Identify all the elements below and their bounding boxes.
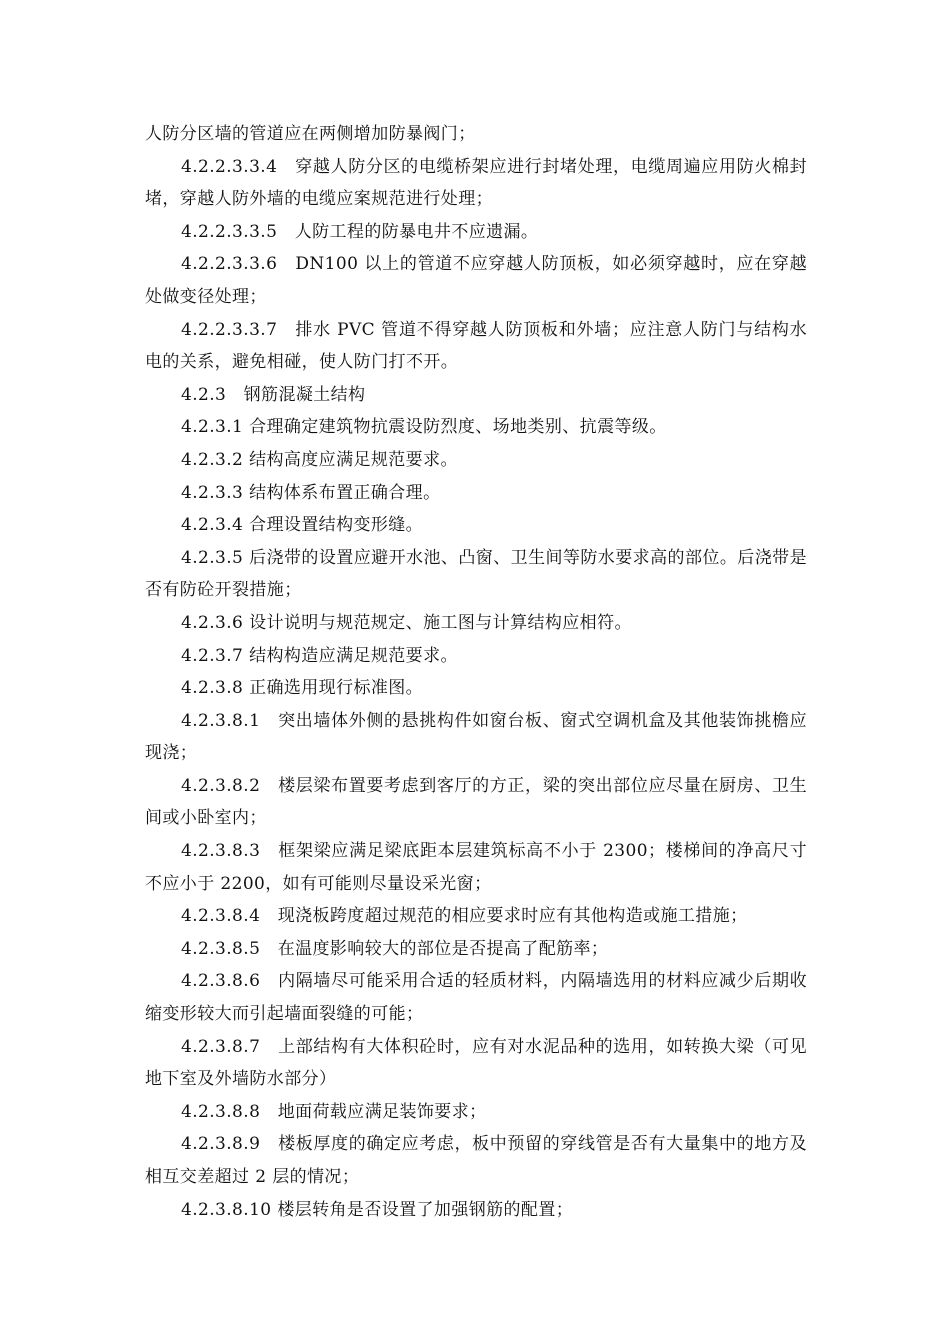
document-body bbox=[145, 118, 807, 1226]
paragraph-4-2-3-8-1: 4.2.3.8.1 突出墙体外侧的悬挑构件如窗台板、窗式空调机盒及其他装饰挑檐应现浇； bbox=[145, 710, 807, 764]
paragraph-4-2-3-8-10: 4.2.3.8.10 楼层转角是否设置了加强钢筋的配置； bbox=[181, 1199, 574, 1220]
paragraph-4-2-3-8-6: 4.2.3.8.6 内隔墙尽可能采用合适的轻质材料，内隔墙选用的材料应减少后期收缩变形较大而引起墙面裂缝的可能； bbox=[145, 971, 807, 1025]
paragraph-4-2-3-8-3: 4.2.3.8.3 框架梁应满足梁底距本层建筑标高不小于 2300；楼梯间的净高尺寸不应小于 2200，如有可能则尽量设采光窗； bbox=[145, 841, 807, 894]
paragraph-4-2-3-3: 4.2.3.3 结构体系布置正确合理。 bbox=[181, 482, 441, 503]
paragraph-4-2-2-3-3-7: 4.2.2.3.3.7 排水 PVC 管道不得穿越人防顶板和外墙；应注意人防门与结构水电的关系，避免相碰，使人防门打不开。 bbox=[145, 319, 807, 373]
paragraph-4-2-3-1: 4.2.3.1 合理确定建筑物抗震设防烈度、场地类别、抗震等级。 bbox=[181, 417, 667, 438]
paragraph-4-2-3-5: 4.2.3.5 后浇带的设置应避开水池、凸窗、卫生间等防水要求高的部位。后浇带是否有防砼开裂措施； bbox=[145, 547, 807, 601]
paragraph-4-2-3-2: 4.2.3.2 结构高度应满足规范要求。 bbox=[181, 449, 458, 470]
paragraph-4-2-3-8-8: 4.2.3.8.8 地面荷载应满足装饰要求； bbox=[181, 1101, 487, 1122]
paragraph-4-2-3-8-7: 4.2.3.8.7 上部结构有大体积砼时，应有对水泥品种的选用，如转换大梁（可见地下室及外墙防水部分） bbox=[145, 1036, 807, 1090]
paragraph-4-2-3-8-9: 4.2.3.8.9 楼板厚度的确定应考虑，板中预留的穿线管是否有大量集中的地方及相互交差超过 2 层的情况； bbox=[145, 1134, 807, 1187]
paragraph-4-2-3-8: 4.2.3.8 正确选用现行标准图。 bbox=[181, 678, 424, 699]
paragraph-4-2-3-8-4: 4.2.3.8.4 现浇板跨度超过规范的相应要求时应有其他构造或施工措施； bbox=[181, 906, 748, 927]
paragraph-continuation: 人防分区墙的管道应在两侧增加防暴阀门； bbox=[145, 124, 476, 144]
paragraph-4-2-3-4: 4.2.3.4 合理设置结构变形缝。 bbox=[181, 515, 424, 536]
paragraph-4-2-3-8-2: 4.2.3.8.2 楼层梁布置要考虑到客厅的方正，梁的突出部位应尽量在厨房、卫生间或小卧室内； bbox=[145, 775, 807, 829]
paragraph-4-2-3-6: 4.2.3.6 设计说明与规范规定、施工图与计算结构应相符。 bbox=[181, 612, 632, 633]
section-heading-4-2-3: 4.2.3 钢筋混凝土结构 bbox=[181, 384, 366, 405]
paragraph-4-2-2-3-3-6: 4.2.2.3.3.6 DN100 以上的管道不应穿越人防顶板，如必须穿越时，应在穿越处做变径处理； bbox=[145, 254, 807, 307]
paragraph-4-2-3-7: 4.2.3.7 结构构造应满足规范要求。 bbox=[181, 645, 458, 666]
paragraph-4-2-2-3-3-4: 4.2.2.3.3.4 穿越人防分区的电缆桥架应进行封堵处理，电缆周遍应用防火棉封堵，穿越人防外墙的电缆应案规范进行处理； bbox=[145, 156, 807, 210]
paragraph-4-2-3-8-5: 4.2.3.8.5 在温度影响较大的部位是否提高了配筋率； bbox=[181, 938, 609, 959]
paragraph-4-2-2-3-3-5: 4.2.2.3.3.5 人防工程的防暴电井不应遗漏。 bbox=[181, 221, 539, 242]
